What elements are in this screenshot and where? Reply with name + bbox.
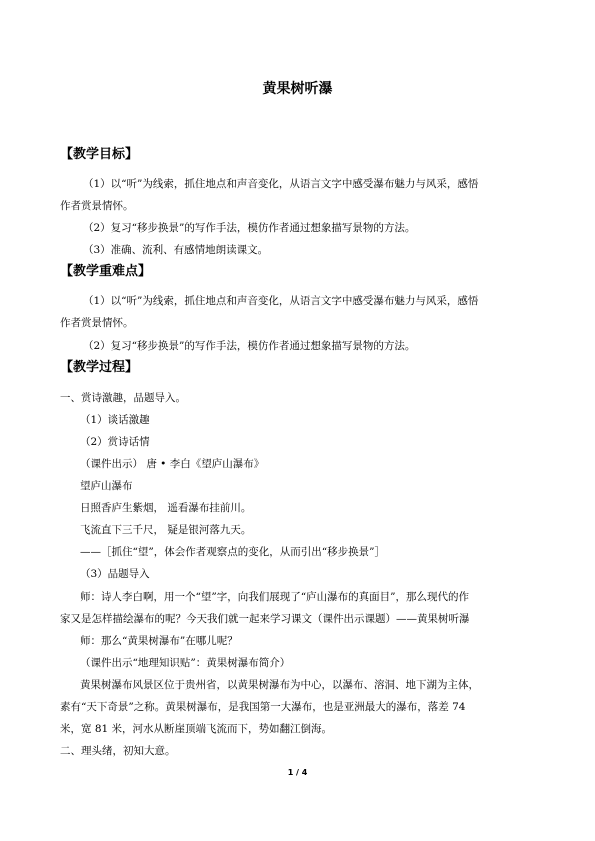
process-step-2: 二、理头绪，初知大意。	[60, 745, 176, 757]
process-step-1-1: （1）谈话激趣	[80, 414, 150, 426]
goal-item-3: （3）准确、流利、有感情地朗读课文。	[83, 244, 269, 256]
courseware-note-2: （课件出示“地理知识贴”：黄果树瀑布简介）	[80, 657, 291, 669]
goal-item-2: （2）复习“移步换景”的写作手法，模仿作者通过想象描写景物的方法。	[83, 222, 416, 234]
process-step-1: 一、赏诗激趣，品题导入。	[60, 392, 186, 404]
process-step-1-3: （3）品题导入	[80, 568, 150, 580]
document-title: 黄果树听瀑	[262, 81, 333, 97]
courseware-note-1: （课件出示） 唐 • 李白《望庐山瀑布》	[80, 458, 265, 470]
waterfall-intro-line-3: 米，宽 81 米，河水从断崖顶端飞流而下，势如翻江倒海。	[60, 723, 333, 735]
goal-item-1-line-1: （1）以“听”为线索，抓住地点和声音变化，从语言文字中感受瀑布魅力与风采，感悟	[83, 178, 479, 190]
process-step-1-2: （2）赏诗话情	[80, 436, 150, 448]
teacher-speech-2: 师：那么“黄果树瀑布”在哪儿呢？	[80, 635, 238, 647]
page-number: 1 / 4	[287, 768, 308, 777]
key-point-item-1-line-1: （1）以“听”为线索，抓住地点和声音变化，从语言文字中感受瀑布魅力与风采，感悟	[83, 295, 479, 307]
poem-title: 望庐山瀑布	[80, 480, 133, 492]
waterfall-intro-line-1: 黄果树瀑布风景区位于贵州省，以黄果树瀑布为中心，以瀑布、溶洞、地下湖为主体，	[80, 679, 479, 691]
section-heading-process: 【教学过程】	[60, 360, 139, 375]
poem-line-1: 日照香庐生紫烟， 遥看瀑布挂前川。	[80, 502, 252, 514]
teacher-speech-1-line-1: 师：诗人李白啊，用一个“望”字，向我们展现了“庐山瀑布的真面目”，那么现代的作	[80, 591, 469, 603]
section-heading-goals: 【教学目标】	[60, 147, 139, 162]
poem-line-2: 飞流直下三千尺， 疑是银河落九天。	[80, 524, 252, 536]
teacher-speech-1-line-2: 家又是怎样描绘瀑布的呢？今天我们就一起来学习课文（课件出示课题）——黄果树听瀑	[60, 613, 470, 625]
key-point-item-2: （2）复习“移步换景”的写作手法，模仿作者通过想象描写景物的方法。	[83, 340, 416, 352]
poem-note: ——［抓住“望”，体会作者观察点的变化，从而引出“移步换景”］	[80, 546, 385, 558]
waterfall-intro-line-2: 素有“天下奇景”之称。黄果树瀑布，是我国第一大瀑布，也是亚洲最大的瀑布，落差 74	[60, 701, 466, 713]
goal-item-1-line-2: 作者赏景情怀。	[60, 200, 134, 212]
section-heading-key-points: 【教学重难点】	[60, 264, 152, 279]
key-point-item-1-line-2: 作者赏景情怀。	[60, 317, 134, 329]
